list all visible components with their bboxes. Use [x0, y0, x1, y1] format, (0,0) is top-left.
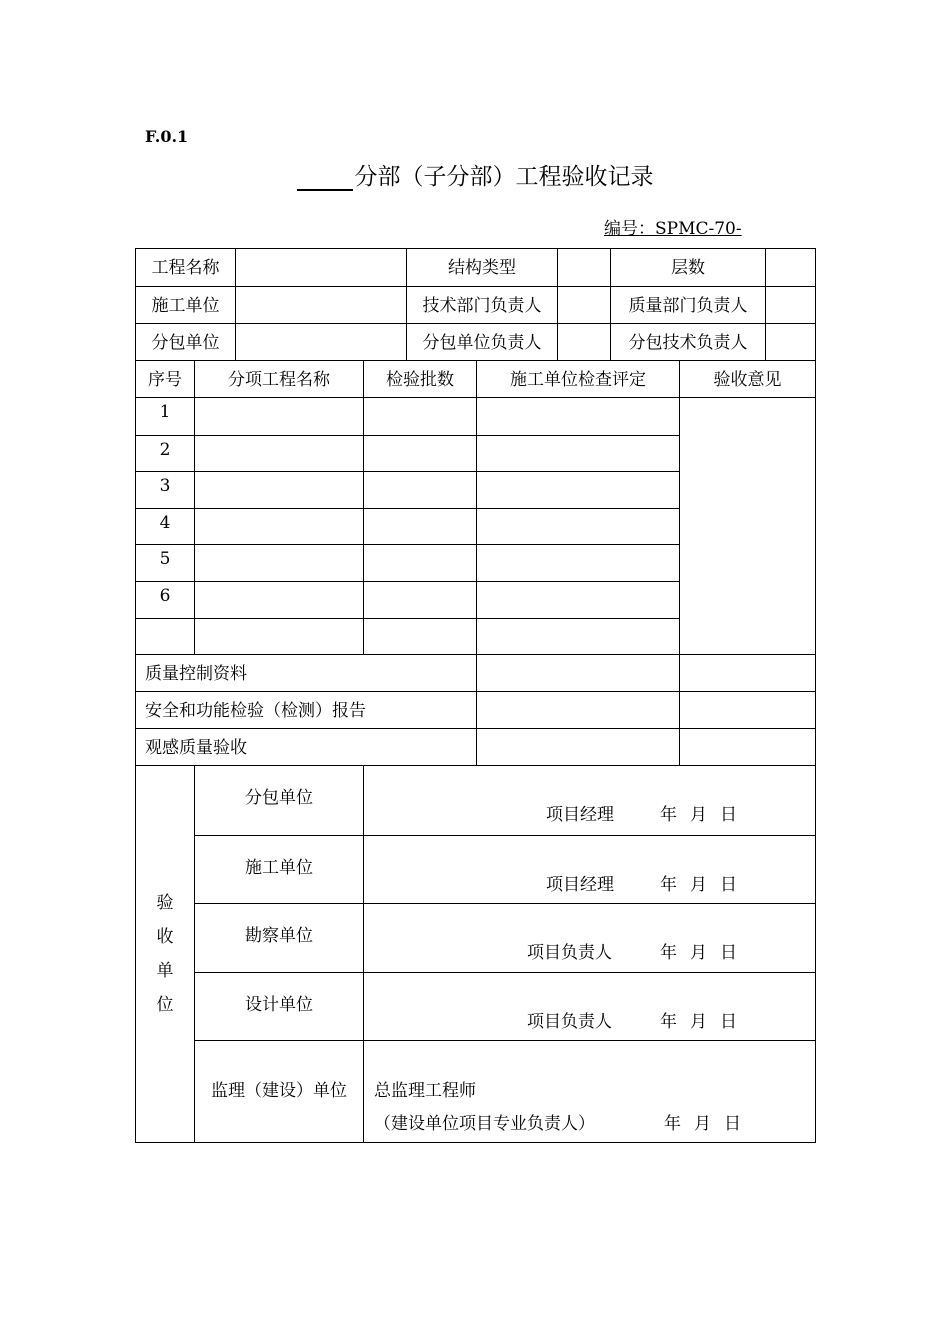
month-label: 月 — [690, 805, 707, 826]
opinion-cell[interactable] — [679, 398, 815, 654]
form-title — [0, 158, 950, 191]
unit-name: 设计单位 — [195, 973, 364, 1041]
extra-row-evaluation[interactable] — [476, 692, 679, 728]
item-name-cell[interactable] — [194, 619, 363, 655]
title-text: 分部（子分部）工程验收记录 — [354, 164, 654, 190]
info-row — [136, 249, 815, 286]
item-batch-cell[interactable] — [363, 472, 476, 508]
date-fields — [660, 800, 750, 825]
title-blank[interactable] — [297, 165, 353, 191]
item-row — [136, 544, 679, 581]
extra-row — [136, 654, 815, 691]
extra-row-label: 质量控制资料 — [145, 664, 247, 685]
day-label: 日 — [720, 943, 737, 964]
date-fields — [660, 870, 750, 895]
month-label: 月 — [690, 874, 707, 895]
item-batch-cell[interactable] — [363, 398, 476, 435]
header-item-name: 分项工程名称 — [194, 361, 363, 397]
form-code: F.0.1 — [145, 127, 189, 146]
item-seq — [136, 619, 194, 655]
unit-name: 勘察单位 — [195, 904, 364, 972]
info-row — [136, 323, 815, 360]
unit-name: 监理（建设）单位 — [195, 1041, 364, 1143]
info-label: 层数 — [610, 249, 765, 286]
chief-engineer-label: 总监理工程师 — [374, 1081, 476, 1102]
unit-row — [195, 903, 815, 972]
info-label: 分包单位负责人 — [406, 324, 557, 360]
info-value[interactable] — [235, 287, 406, 323]
month-label: 月 — [694, 1114, 711, 1135]
form-number-label: 编号：SPMC-70- — [604, 219, 742, 239]
side-char: 单 — [156, 961, 174, 982]
acceptance-units — [194, 766, 815, 1142]
info-value[interactable] — [557, 324, 610, 360]
info-value[interactable] — [765, 324, 815, 360]
extra-row — [136, 691, 815, 728]
day-label: 日 — [720, 874, 737, 895]
item-seq: 2 — [159, 439, 171, 460]
info-label: 工程名称 — [151, 258, 220, 278]
item-columns — [136, 398, 679, 654]
info-label: 施工单位 — [151, 296, 220, 316]
item-row — [136, 508, 679, 545]
item-batch-cell[interactable] — [363, 436, 476, 472]
day-label: 日 — [720, 1011, 737, 1032]
info-value[interactable] — [557, 249, 610, 286]
signer-role: 项目经理 — [546, 805, 614, 826]
unit-row — [195, 972, 815, 1041]
signature-cell[interactable] — [364, 973, 815, 1041]
item-row — [136, 471, 679, 508]
extra-row-label: 观感质量验收 — [145, 738, 247, 759]
item-evaluation-cell[interactable] — [476, 582, 679, 618]
info-value[interactable] — [765, 249, 815, 286]
extra-row-evaluation[interactable] — [476, 729, 679, 765]
signer-role: 项目经理 — [546, 874, 614, 895]
info-row — [136, 286, 815, 323]
item-name-cell[interactable] — [194, 582, 363, 618]
extra-row — [136, 728, 815, 765]
signer-role: 项目负责人 — [527, 1011, 612, 1032]
unit-row — [195, 766, 815, 835]
info-label: 分包单位 — [151, 333, 220, 353]
unit-row — [195, 835, 815, 904]
year-label: 年 — [660, 805, 677, 826]
header-opinion: 验收意见 — [679, 361, 815, 397]
item-evaluation-cell[interactable] — [476, 398, 679, 435]
extra-row-label: 安全和功能检验（检测）报告 — [145, 701, 366, 722]
extra-row-opinion[interactable] — [679, 692, 815, 728]
item-row — [136, 618, 679, 655]
info-label: 质量部门负责人 — [610, 287, 765, 323]
item-batch-cell[interactable] — [363, 545, 476, 581]
signature-cell[interactable] — [364, 766, 815, 835]
item-name-cell[interactable] — [194, 398, 363, 435]
year-label: 年 — [660, 1011, 677, 1032]
day-label: 日 — [720, 805, 737, 826]
day-label: 日 — [724, 1114, 741, 1135]
info-value[interactable] — [235, 249, 406, 286]
info-value[interactable] — [765, 287, 815, 323]
item-row — [136, 435, 679, 472]
acceptance-side-label — [136, 766, 194, 1142]
signer-role: 项目负责人 — [527, 943, 612, 964]
side-char: 位 — [156, 995, 174, 1016]
info-label: 结构类型 — [406, 249, 557, 286]
item-rows — [136, 397, 815, 654]
extra-row-opinion[interactable] — [679, 729, 815, 765]
unit-name: 施工单位 — [195, 836, 364, 904]
date-fields — [660, 938, 750, 963]
item-name-cell[interactable] — [194, 472, 363, 508]
extra-row-evaluation[interactable] — [476, 655, 679, 691]
item-batch-cell[interactable] — [363, 582, 476, 618]
info-label: 技术部门负责人 — [406, 287, 557, 323]
unit-row-supervision — [195, 1040, 815, 1143]
info-value[interactable] — [235, 324, 406, 360]
item-evaluation-cell[interactable] — [476, 472, 679, 508]
signature-cell[interactable] — [364, 1041, 815, 1143]
item-name-cell[interactable] — [194, 509, 363, 545]
item-name-cell[interactable] — [194, 436, 363, 472]
info-value[interactable] — [557, 287, 610, 323]
form-number — [604, 214, 742, 239]
item-seq: 4 — [159, 512, 171, 533]
item-seq: 6 — [159, 585, 171, 606]
item-evaluation-cell[interactable] — [476, 509, 679, 545]
side-char: 验 — [156, 893, 174, 914]
info-label: 分包技术负责人 — [610, 324, 765, 360]
item-batch-cell[interactable] — [363, 509, 476, 545]
item-row — [136, 398, 679, 435]
item-evaluation-cell[interactable] — [476, 545, 679, 581]
item-header-row — [136, 360, 815, 397]
header-seq: 序号 — [148, 370, 182, 390]
owner-representative-label: （建设单位项目专业负责人） — [374, 1114, 595, 1135]
extra-row-opinion[interactable] — [679, 655, 815, 691]
item-evaluation-cell[interactable] — [476, 619, 679, 655]
item-seq: 5 — [159, 549, 171, 570]
date-fields — [664, 1109, 754, 1134]
item-row — [136, 581, 679, 618]
signature-cell[interactable] — [364, 836, 815, 904]
item-seq: 1 — [159, 402, 171, 422]
year-label: 年 — [664, 1114, 681, 1135]
item-evaluation-cell[interactable] — [476, 436, 679, 472]
unit-name: 分包单位 — [195, 766, 364, 835]
acceptance-form — [135, 248, 816, 1143]
date-fields — [660, 1007, 750, 1032]
month-label: 月 — [690, 943, 707, 964]
year-label: 年 — [660, 874, 677, 895]
side-char: 收 — [156, 927, 174, 948]
acceptance-section — [136, 765, 815, 1142]
signature-cell[interactable] — [364, 904, 815, 972]
item-name-cell[interactable] — [194, 545, 363, 581]
header-check-evaluation: 施工单位检查评定 — [476, 361, 679, 397]
header-batch-count: 检验批数 — [363, 361, 476, 397]
item-seq: 3 — [159, 476, 171, 497]
month-label: 月 — [690, 1011, 707, 1032]
item-batch-cell[interactable] — [363, 619, 476, 655]
year-label: 年 — [660, 943, 677, 964]
